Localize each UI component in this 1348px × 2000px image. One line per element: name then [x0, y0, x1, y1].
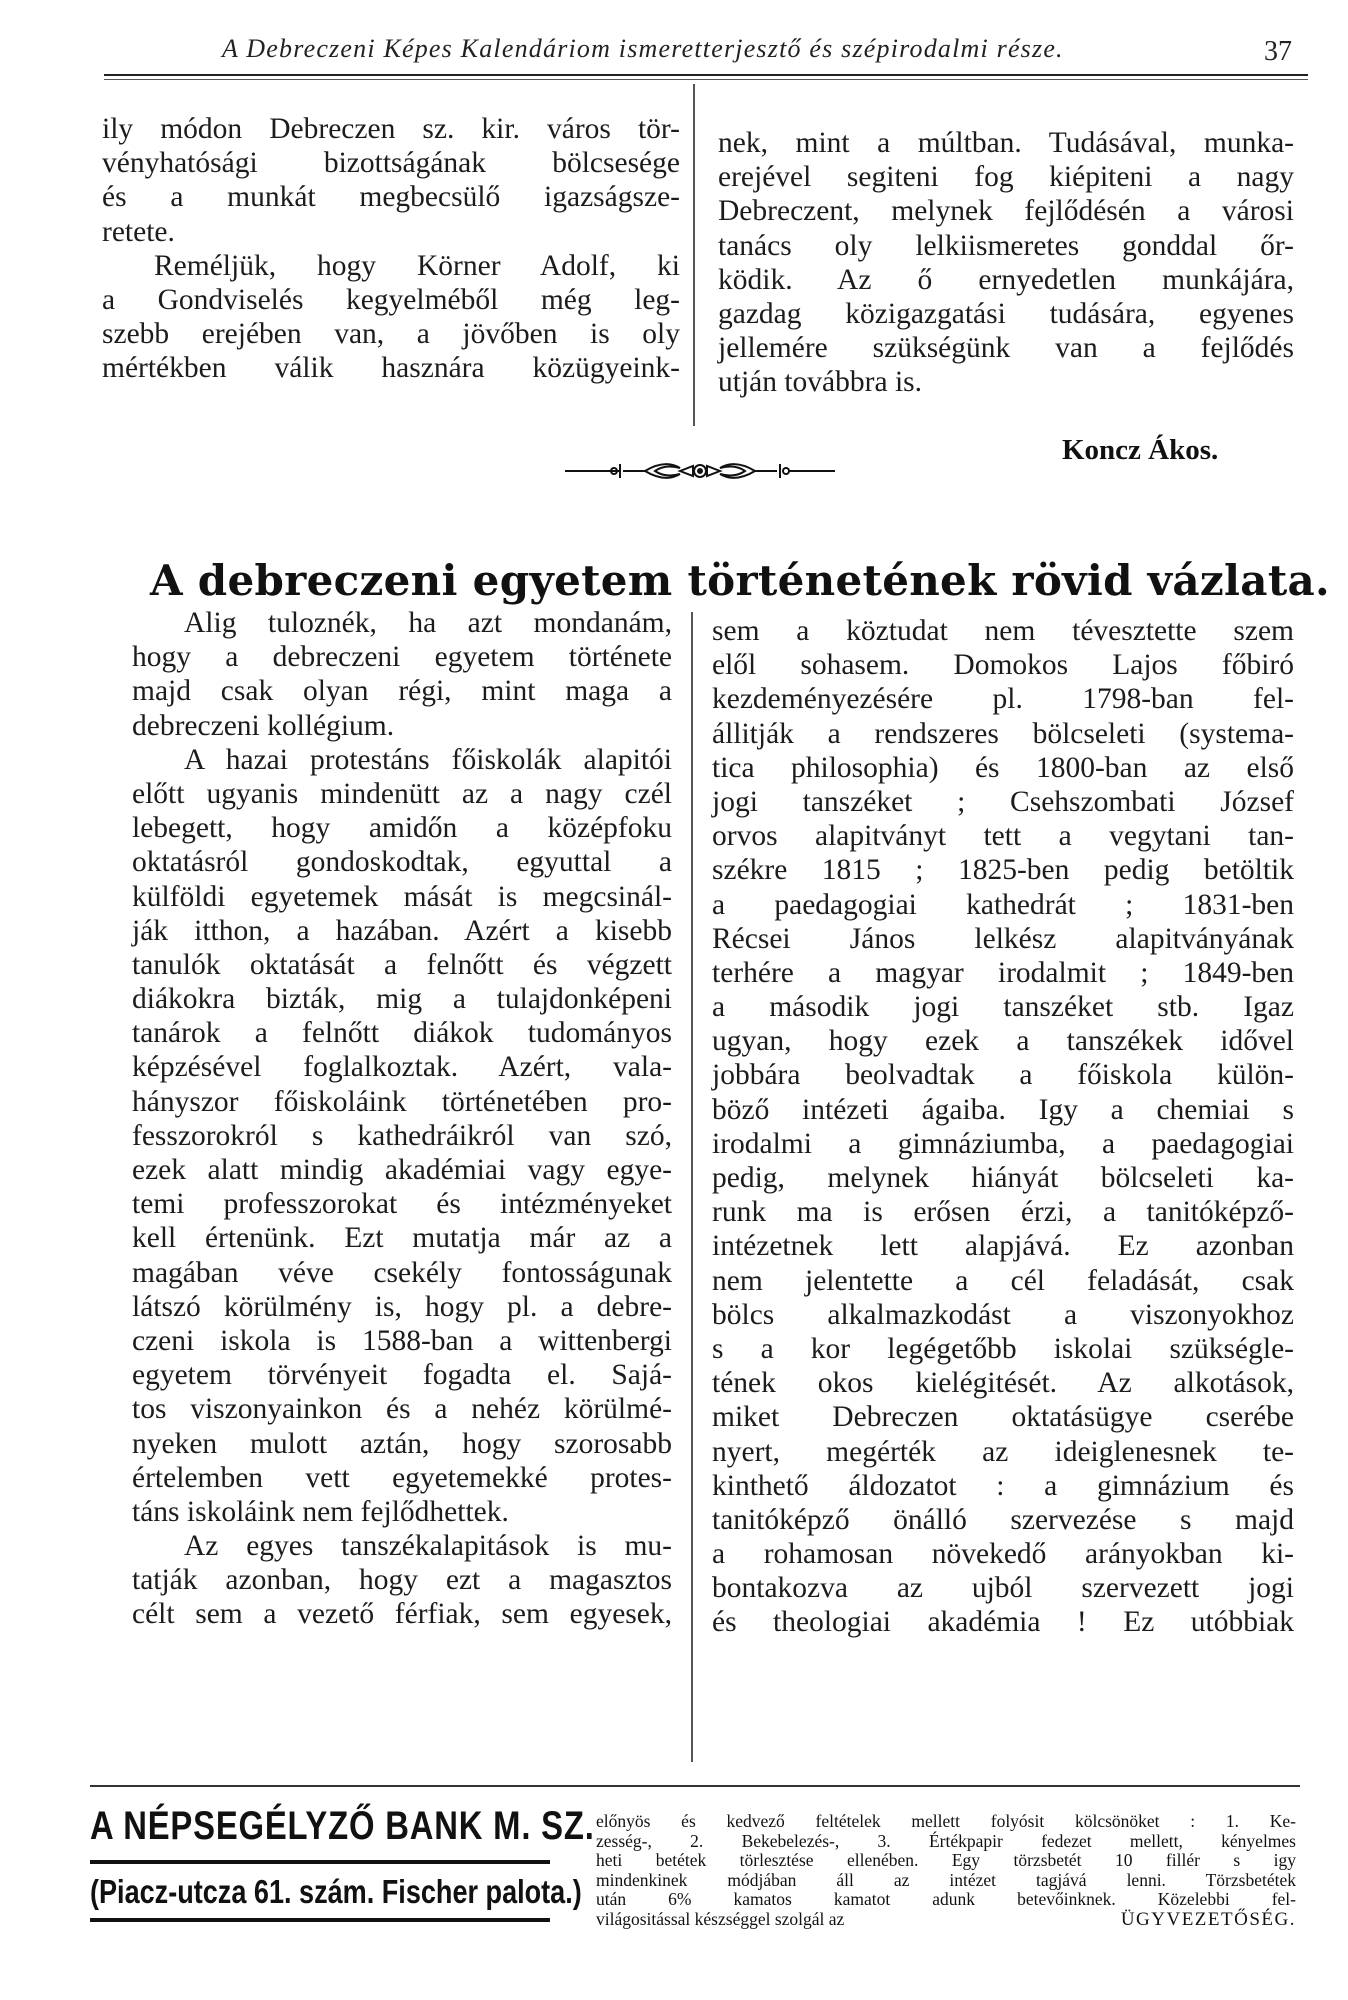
text-line: czeni iskola is 1588-ban a wittenbergi: [132, 1324, 672, 1357]
author-signature: Koncz Ákos.: [1062, 434, 1219, 466]
text-line: lebegett, hogy amidőn a középfoku: [132, 812, 672, 845]
ad-text-line: mindenkinek módjában áll az intézet tagjává lenni. Törzsbetétek: [596, 1869, 1296, 1890]
text-line: A hazai protestáns főiskolák alapitói: [184, 743, 672, 776]
text-line: vényhatósági bizottságának bölcsesége: [102, 147, 680, 180]
text-line: a Gondviselés kegyelméből még leg-: [102, 283, 680, 316]
text-line: pedig, melynek hiányát bölcseleti ka-: [712, 1162, 1294, 1194]
text-line: kezdeményezésére pl. 1798-ban fel-: [712, 683, 1294, 716]
ad-rule: [90, 1860, 550, 1864]
previous-article-left-column: [102, 112, 680, 386]
text-line: és a munkát megbecsülő igazságsze-: [102, 181, 680, 214]
article-left-column: [132, 606, 672, 1632]
page-number: 37: [1264, 36, 1292, 67]
text-line: mértékben válik hasznára közügyeink-: [102, 352, 680, 385]
ad-text-line: világositással készséggel szolgál az: [596, 1908, 845, 1929]
ornamental-divider-icon: [565, 456, 835, 486]
text-line: gazdag közigazgatási tudására, egyenes: [718, 297, 1294, 330]
text-line: célt sem a vezető férfiak, sem egyesek,: [132, 1598, 672, 1631]
text-line: tos viszonyainkon és a nehéz körülmé-: [132, 1393, 672, 1426]
ad-signoff: ÜGYVEZETŐSÉG.: [1120, 1908, 1296, 1930]
text-line: intézetnek lett alapjává. Ez azonban: [712, 1230, 1294, 1263]
text-line: székre 1815 ; 1825-ben pedig betöltik: [712, 854, 1294, 887]
header-rule-thin: [104, 79, 1308, 80]
text-line: utján továbbra is.: [718, 366, 922, 399]
text-line: runk ma is erősen érzi, a tanitóképző-: [712, 1196, 1294, 1229]
text-line: tanulók oktatását a felnőtt és végzett: [132, 948, 672, 981]
text-line: irodalmi a gimnáziumba, a paedagogiai: [712, 1127, 1294, 1160]
text-line: előtt ugyanis mindenütt az a nagy czél: [132, 777, 672, 810]
text-line: ezek alatt mindig akadémiai vagy egye-: [132, 1154, 672, 1186]
text-line: terhére a magyar irodalmit ; 1849-ben: [712, 956, 1294, 989]
text-line: oktatásról gondoskodtak, egyuttal a: [132, 846, 672, 879]
text-line: nyert, megérték az ideiglenesnek te-: [712, 1435, 1294, 1468]
text-line: Récsei János lelkész alapitványának: [712, 922, 1294, 955]
text-line: retete.: [102, 215, 175, 248]
article-right-column: [712, 614, 1294, 1640]
running-title: A Debreczeni Képes Kalendáriom ismeretterjesztő és szépirodalmi része.: [222, 34, 1064, 63]
bank-advertisement-text: [596, 1812, 1296, 1929]
text-line: hányszor főiskoláink történetében pro-: [132, 1085, 672, 1118]
text-line: tanács oly lelkiismeretes gonddal őr-: [718, 229, 1294, 262]
text-line: állitják a rendszeres bölcseleti (systema-: [712, 717, 1294, 750]
text-line: értelemben vett egyetemekké protes-: [132, 1461, 672, 1494]
text-line: magában véve csekély fontosságunak: [132, 1256, 672, 1289]
text-line: erejével segiteni fog kiépiteni a nagy: [718, 161, 1294, 194]
text-line: böző intézeti ágaiba. Igy a chemiai s: [712, 1093, 1294, 1126]
text-line: jobbára beolvadtak a főiskola külön-: [712, 1059, 1294, 1092]
text-line: egyetem törvényeit fogadta el. Sajá-: [132, 1359, 672, 1392]
text-line: nek, mint a múltban. Tudásával, munka-: [718, 127, 1294, 159]
ad-text-last-line: [596, 1910, 1296, 1930]
article-title: A debreczeni egyetem történetének rövid vázlata.: [150, 556, 1330, 606]
text-line: Reméljük, hogy Körner Adolf, ki: [154, 249, 680, 282]
footer-rule: [90, 1785, 1300, 1787]
header-rule: [104, 74, 1308, 76]
text-line: jogi tanszéket ; Csehszombati József: [712, 785, 1294, 818]
text-line: táns iskoláink nem fejlődhettek.: [132, 1495, 509, 1528]
text-line: külföldi egyetemek mását is megcsinál-: [132, 880, 672, 913]
text-line: s a kor legégetőbb iskolai szükségle-: [712, 1332, 1294, 1365]
text-line: kinthető áldozatot : a gimnázium és: [712, 1469, 1294, 1502]
text-line: elől sohasem. Domokos Lajos főbiró: [712, 649, 1294, 682]
text-line: ják itthon, a hazában. Azért a kisebb: [132, 914, 672, 947]
text-line: jellemére szükségünk van a fejlődés: [718, 332, 1294, 365]
text-line: és theologiai akadémia ! Ez utóbbiak: [712, 1606, 1294, 1639]
text-line: a rohamosan növekedő arányokban ki-: [712, 1538, 1294, 1571]
previous-article-right-column: [718, 126, 1294, 400]
running-header: [104, 28, 1304, 72]
text-line: hogy a debreczeni egyetem története: [132, 641, 672, 674]
text-line: tének okos kielégitését. Az alkotások,: [712, 1367, 1294, 1400]
text-line: képzésével foglalkoztak. Azért, vala-: [132, 1051, 672, 1084]
text-line: ily módon Debreczen sz. kir. város tör-: [102, 113, 680, 145]
text-line: Debreczent, melynek fejlődésén a városi: [718, 195, 1294, 228]
text-line: tanárok a felnőtt diákok tudományos: [132, 1017, 672, 1050]
text-line: bölcs alkalmazkodást a viszonyokhoz: [712, 1298, 1294, 1331]
text-line: fesszorokról s kathedráikról van szó,: [132, 1119, 672, 1152]
text-line: nem jelentette a cél feladását, csak: [712, 1264, 1294, 1297]
bank-name: A NÉPSEGÉLYZŐ BANK M. SZ.: [90, 1804, 595, 1848]
text-line: diákokra bizták, mig a tulajdonképeni: [132, 983, 672, 1016]
bank-advertisement-heading: [90, 1798, 595, 1922]
text-line: Alig tuloznék, ha azt mondanám,: [184, 607, 672, 639]
text-line: látszó körülmény is, hogy pl. a debre-: [132, 1290, 672, 1323]
text-line: kell értenünk. Ezt mutatja már az a: [132, 1222, 672, 1255]
text-line: nyeken mulott aztán, hogy szorosabb: [132, 1427, 672, 1460]
text-line: tatják azonban, hogy ezt a magasztos: [132, 1564, 672, 1597]
ad-rule: [90, 1918, 550, 1922]
text-line: temi professzorokat és intézményeket: [132, 1188, 672, 1221]
bank-address: (Piacz-utcza 61. szám. Fischer palota.): [90, 1873, 582, 1910]
text-line: tanitóképző önálló szervezése s majd: [712, 1503, 1294, 1536]
column-divider: [693, 84, 695, 426]
text-line: ködik. Az ő ernyedetlen munkájára,: [718, 263, 1294, 296]
text-line: szebb erejében van, a jövőben is oly: [102, 318, 680, 351]
ad-text-line: után 6% kamatos kamatot adunk betevőinknek. Közelebbi fel-: [596, 1889, 1296, 1909]
text-line: ugyan, hogy ezek a tanszékek idővel: [712, 1025, 1294, 1058]
text-line: majd csak olyan régi, mint maga a: [132, 675, 672, 708]
column-divider: [691, 612, 693, 1762]
text-line: orvos alapitványt tett a vegytani tan-: [712, 820, 1294, 853]
ad-text-line: zesség-, 2. Bekebelezés-, 3. Értékpapir fedezet mellett, kényelmes: [596, 1830, 1296, 1851]
ad-text-line: előnyös és kedvező feltételek mellett folyósit kölcsönöket : 1. Ke-: [596, 1811, 1296, 1831]
text-line: Az egyes tanszékalapitások is mu-: [184, 1530, 672, 1563]
text-line: bontakozva az ujból szervezett jogi: [712, 1572, 1294, 1605]
text-line: sem a köztudat nem tévesztette szem: [712, 615, 1294, 647]
text-line: a második jogi tanszéket stb. Igaz: [712, 991, 1294, 1024]
text-line: miket Debreczen oktatásügye cserébe: [712, 1401, 1294, 1434]
text-line: a paedagogiai kathedrát ; 1831-ben: [712, 888, 1294, 921]
ad-text-line: heti betétek törlesztése ellenében. Egy törzsbetét 10 fillér s igy: [596, 1850, 1296, 1870]
text-line: tica philosophia) és 1800-ban az első: [712, 751, 1294, 784]
text-line: debreczeni kollégium.: [132, 709, 395, 742]
